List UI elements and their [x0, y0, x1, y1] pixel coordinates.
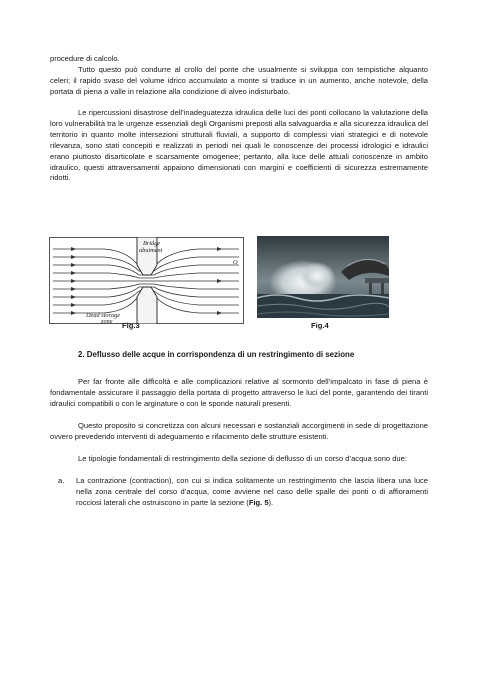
list-item-a — [76, 476, 428, 509]
fig3-caption: Fig.3 — [122, 321, 140, 330]
fig3-label-dead-storage: Dead storage — [86, 312, 121, 319]
paragraph-5: Le tipologie fondamentali di restringimento della sezione di deflusso di un corso d’acqua sono due: — [78, 454, 407, 463]
section-heading: 2. Deflusso delle acque in corrispondenza di un restringimento di sezione — [78, 350, 355, 359]
fig3-label-o: O — [233, 259, 238, 266]
fig4-caption: Fig.4 — [311, 321, 329, 330]
list-item-a-text: La contrazione (contraction), con cui si indica solitamente un restringimento che lascia libera una luce nella zona centrale del corso d’acqua, come avviene nel caso delle spalle dei ponti o di affioramenti rocciosi laterali che ostruiscono in parte la sezione ( — [76, 476, 428, 507]
fig3-label-bridge: Bridge — [143, 240, 161, 247]
figure-4-photo — [257, 236, 389, 318]
list-item-a-end: ). — [268, 497, 274, 507]
fig5-reference: Fig. 5 — [248, 497, 269, 507]
list-marker-a: a. — [58, 476, 65, 485]
paragraph-1: Tutto questo può condurre al crollo del ponte che usualmente si sviluppa con tempistiche alquanto celeri; il rapido svaso del volume idrico accumulato a monte si traduce in un aumento, anche notevole, della portata di piena a valle in relazione alla condizione di alveo indisturbato. — [50, 65, 428, 96]
fig3-label-zone: zone — [101, 318, 113, 324]
paragraph-2: Le ripercussioni disastrose dell’inadeguatezza idraulica delle luci dei ponti collocano la valutazione della loro vulnerabilità tra le urgenze essenziali degli Organismi preposti alla salvaguardia e alla sicurezza idraulica del territorio in quanto molte intersezioni strutturali fluviali, a supporto di complessi viari strategici e di notevole rilevanza, sono stati concepiti e realizzati in periodi nei quali le conoscenze dei processi idrologici e idraulici erano piuttosto disarticolate e scarsamente omogenee; pertanto, alla luce delle attuali conoscenze in ambito idraulico, questi attraversamenti appaiono dimensionati con margini e coefficienti di sicurezza estremamente ridotti. — [50, 108, 428, 183]
figure-3-diagram — [49, 237, 244, 324]
paragraph-0: procedure di calcolo. — [50, 54, 120, 63]
paragraph-3: Per far fronte alle difficoltà e alle complicazioni relative al sormonto dell’impalcato in fase di piena è fondamentale assicurare il passaggio della portata di progetto attraverso le luci del ponte, garantendo dei tiranti idraulici compatibili o con le arginature o con le sponde naturali presenti. — [50, 377, 428, 408]
fig3-label-abutment: abutment — [139, 247, 163, 254]
paragraph-4: Questo proposito si concretizza con alcuni necessari e sostanziali accorgimenti in sede di progettazione ovvero prevedendo interventi di adeguamento e rifacimento delle strutture esistenti. — [50, 421, 428, 441]
